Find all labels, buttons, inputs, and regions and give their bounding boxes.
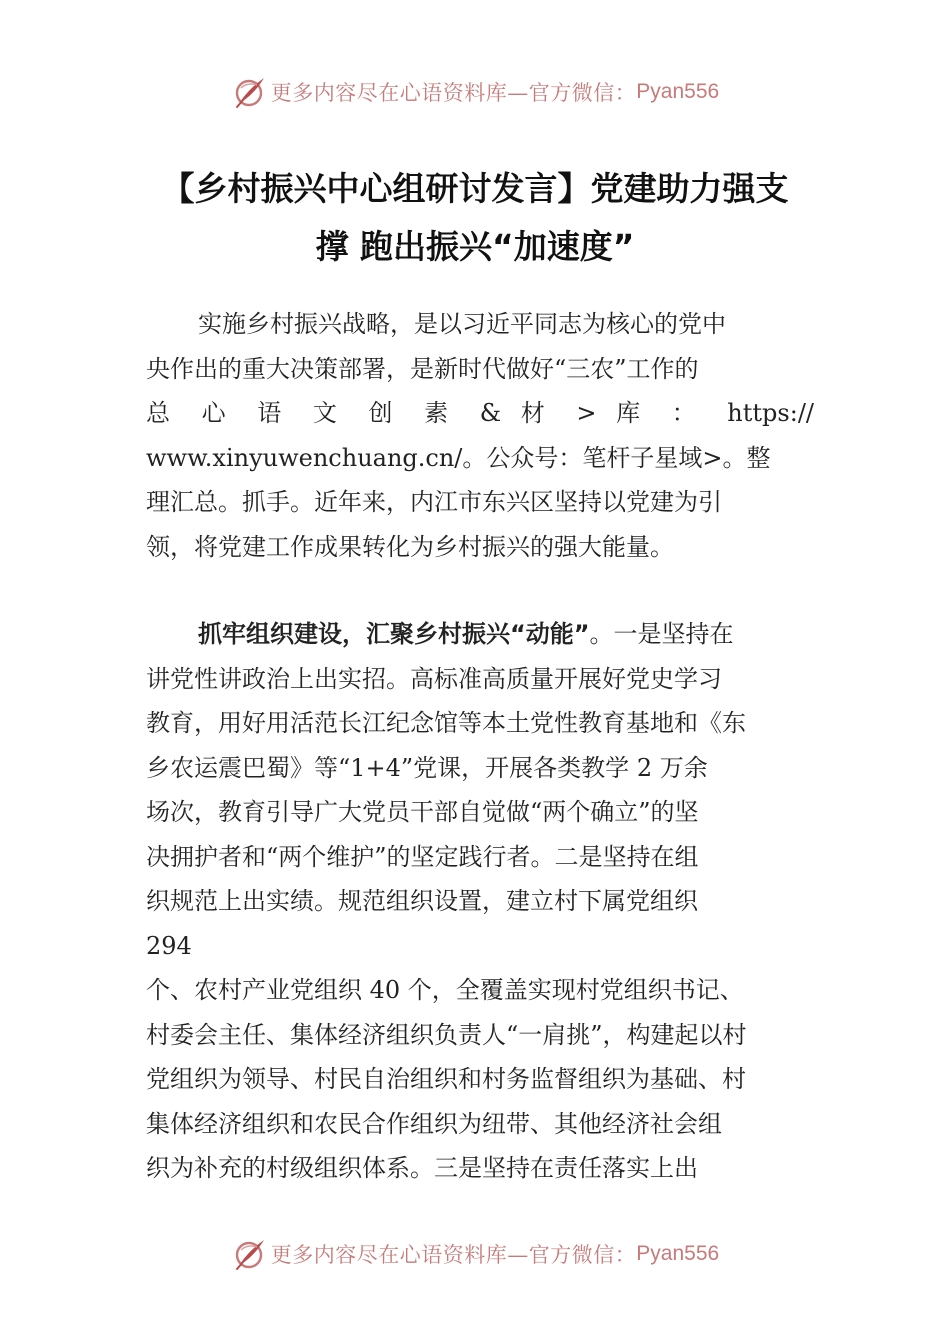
paragraph-line: 村委会主任、集体经济组织负责人“一肩挑”，构建起以村 (146, 1020, 747, 1049)
header-watermark-text: 更多内容尽在心语资料库—官方微信： (270, 81, 637, 105)
paragraph-line: 集体经济组织和农民合作组织为纽带、其他经济社会组 (146, 1109, 722, 1138)
header-watermark (0, 72, 950, 112)
paragraph-line: www.xinyuwenchuang.cn/。公众号：笔杆子星域>。整 (146, 443, 771, 472)
paragraph-organization (146, 612, 814, 1191)
page-title (130, 160, 820, 276)
title-line-2: 撑 跑出振兴“加速度” (315, 227, 635, 266)
paragraph-line: 实施乡村振兴战略，是以习近平同志为核心的党中 (198, 310, 726, 338)
paragraph-line: 教育，用好用活范长江纪念馆等本土党性教育基地和《东 (146, 709, 746, 737)
paragraph-line: 理汇总。抓手。近年来，内江市东兴区坚持以党建为引 (146, 488, 722, 516)
paragraph-line: 决拥护者和“两个维护”的坚定践行者。二是坚持在组 (146, 842, 699, 871)
paragraph-first-line (146, 612, 814, 657)
paragraph-heading: 抓牢组织建设，汇聚乡村振兴“动能” (198, 620, 590, 648)
paragraph-line: 讲党性讲政治上出实招。高标准高质量开展好党史学习 (146, 664, 722, 693)
paragraph-line: 央作出的重大决策部署，是新时代做好“三农”工作的 (146, 354, 699, 383)
quill-logo-icon (231, 74, 267, 110)
paragraph-line: 党组织为领导、村民自治组织和村务监督组织为基础、村 (146, 1065, 746, 1093)
paragraph-line: 乡农运震巴蜀》等“1+4”党课，开展各类教学 2 万余 (146, 753, 708, 782)
paragraph-line: 场次，教育引导广大党员干部自觉做“两个确立”的坚 (146, 798, 699, 826)
header-watermark-id: Pyan556 (636, 80, 720, 103)
paragraph-line: 总 心 语 文 创 素 & 材 > 库 ： https:// (146, 399, 814, 427)
title-line-1: 【乡村振兴中心组研讨发言】党建助力强支 (161, 169, 789, 208)
paragraph-line: 织规范上出实绩。规范组织设置，建立村下属党组织 (146, 887, 698, 915)
paragraph-line: 领，将党建工作成果转化为乡村振兴的强大能量。 (146, 532, 674, 561)
footer-watermark-id: Pyan556 (636, 1242, 720, 1265)
quill-logo-icon (231, 1236, 267, 1272)
footer-watermark (0, 1234, 950, 1274)
paragraph-line: 个、农村产业党组织 40 个，全覆盖实现村党组织书记、 (146, 976, 744, 1004)
paragraph-line-rest: 。一是坚持在 (589, 620, 734, 648)
paragraph-line: 织为补充的村级组织体系。三是坚持在责任落实上出 (146, 1154, 698, 1182)
paragraph-intro (146, 302, 814, 569)
footer-watermark-text: 更多内容尽在心语资料库—官方微信： (270, 1243, 637, 1267)
paragraph-line: 294 (146, 931, 192, 960)
